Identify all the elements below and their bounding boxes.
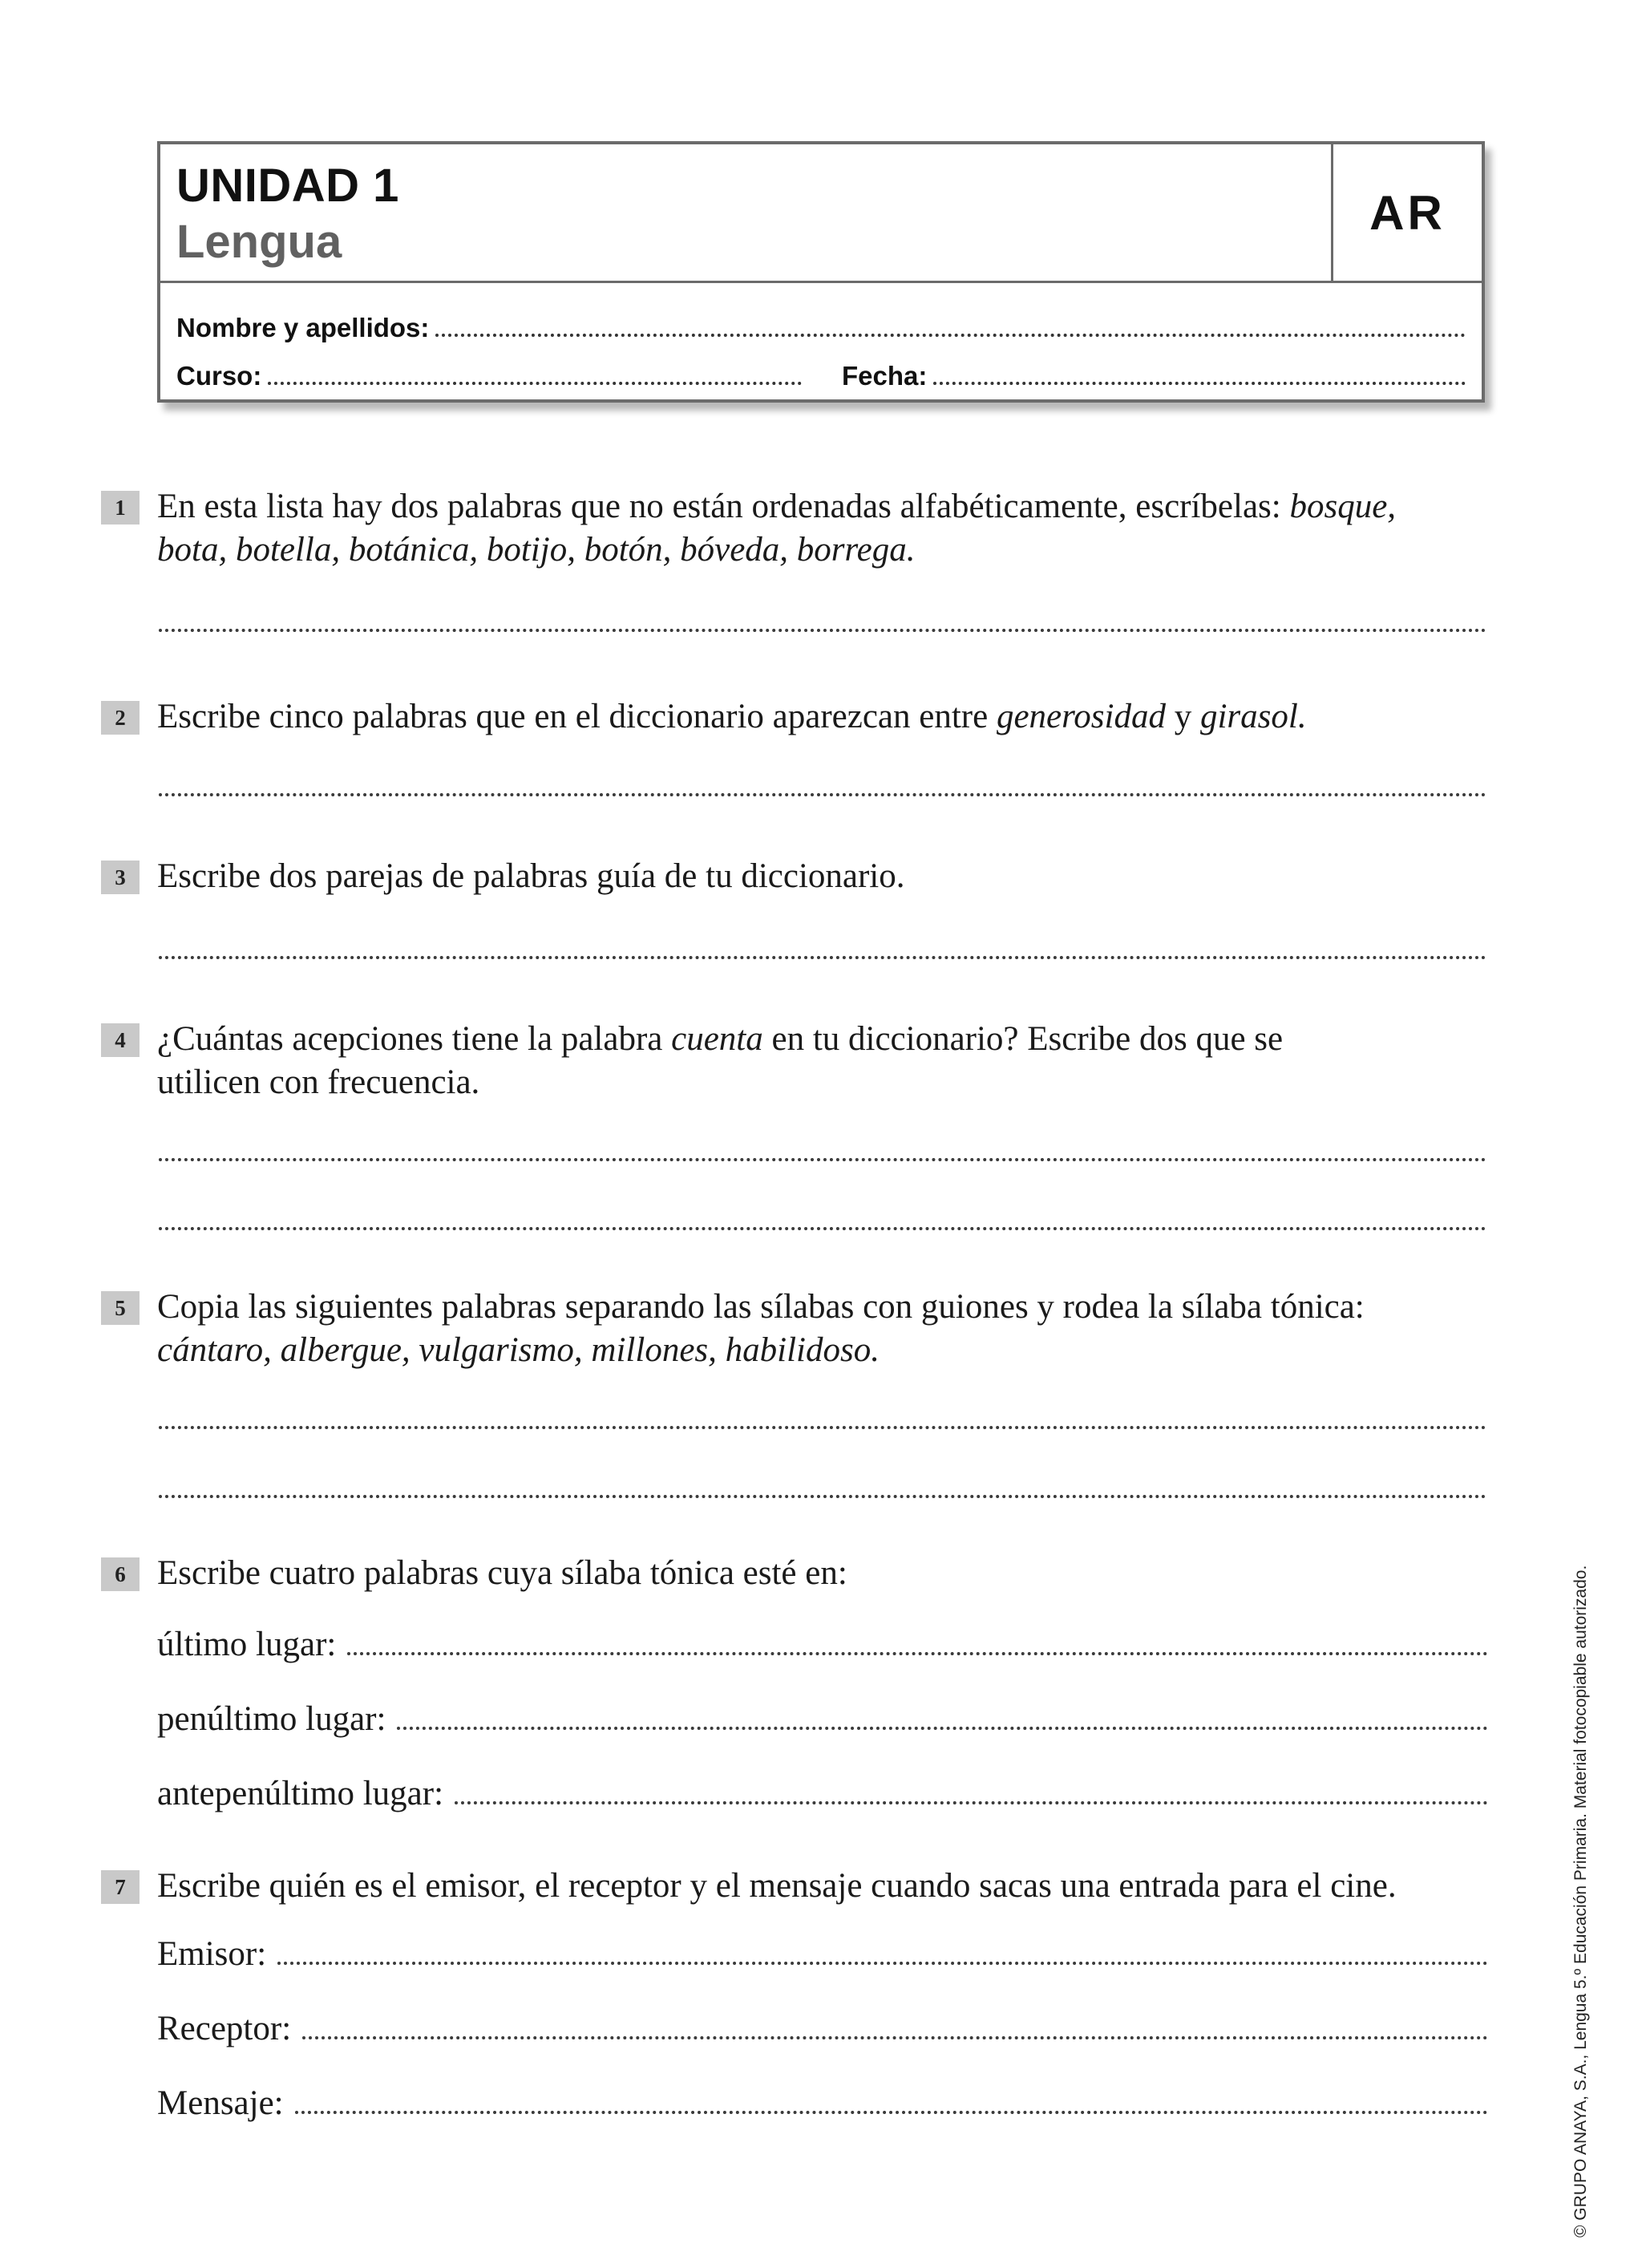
exercise-1-line-1: En esta lista hay dos palabras que no están ordenadas alfabéticamente, escríbelas: bosque, (157, 488, 1397, 525)
exercise-number: 6 (101, 1557, 140, 1591)
exercise-5-line-2: cántaro, albergue, vulgarismo, millones, habilidoso. (157, 1331, 880, 1369)
exercise-4-line-2: utilicen con frecuencia. (157, 1063, 480, 1101)
date-field[interactable] (842, 361, 1466, 391)
last-syllable-field[interactable]: último lugar: (157, 1625, 1488, 1664)
exercise-2-line-1: Escribe cinco palabras que en el diccionario aparezcan entre generosidad y girasol. (157, 698, 1307, 735)
fill-line[interactable] (277, 1958, 1488, 1965)
course-field[interactable] (176, 361, 802, 391)
unit-title: UNIDAD 1 (176, 160, 399, 212)
exercise-5-line-1: Copia las siguientes palabras separando las sílabas con guiones y rodea la sílaba tónica: (157, 1288, 1365, 1326)
name-fill-line[interactable] (435, 330, 1466, 337)
code-cell (1333, 144, 1482, 281)
answer-line[interactable] (159, 1224, 1486, 1230)
unit-code: AR (1369, 185, 1446, 240)
fill-line[interactable] (295, 2108, 1488, 2114)
date-fill-line[interactable] (933, 379, 1466, 385)
penultimate-syllable-field[interactable]: penúltimo lugar: (157, 1699, 1488, 1739)
unit-cell (160, 144, 1333, 281)
name-field[interactable] (176, 313, 1466, 343)
exercise-number: 4 (101, 1023, 140, 1057)
antepenultimate-syllable-field[interactable]: antepenúltimo lugar: (157, 1774, 1488, 1813)
fill-line[interactable] (455, 1798, 1488, 1804)
answer-line[interactable] (159, 953, 1486, 959)
fill-line[interactable] (347, 1649, 1488, 1655)
unit-subject: Lengua (176, 216, 342, 268)
exercise-number: 1 (101, 491, 140, 524)
exercise-4-line-1: ¿Cuántas acepciones tiene la palabra cuenta en tu diccionario? Escribe dos que se (157, 1020, 1284, 1058)
exercise-number: 2 (101, 701, 140, 735)
answer-line[interactable] (159, 1492, 1486, 1498)
course-fill-line[interactable] (268, 379, 802, 385)
exercise-number: 5 (101, 1291, 140, 1325)
exercise-3-line-1: Escribe dos parejas de palabras guía de tu diccionario. (157, 857, 905, 895)
exercise-6-line-1: Escribe cuatro palabras cuya sílaba tónica esté en: (157, 1554, 847, 1592)
answer-line[interactable] (159, 1423, 1486, 1429)
course-label: Curso: (176, 361, 262, 391)
message-field[interactable]: Mensaje: (157, 2084, 1488, 2123)
name-label: Nombre y apellidos: (176, 313, 430, 342)
exercise-7-line-1: Escribe quién es el emisor, el receptor y el mensaje cuando sacas una entrada para el cine. (157, 1867, 1397, 1905)
worksheet-header (157, 141, 1485, 403)
header-title-row (160, 144, 1482, 283)
emitter-field[interactable]: Emisor: (157, 1934, 1488, 1974)
date-label: Fecha: (842, 361, 928, 391)
answer-line[interactable] (159, 790, 1486, 796)
receiver-field[interactable]: Receptor: (157, 2009, 1488, 2048)
copyright-note: © GRUPO ANAYA, S.A., Lengua 5.º Educación Primaria. Material fotocopiable autorizado. (1571, 1565, 1590, 2238)
fill-line[interactable] (397, 1723, 1488, 1730)
exercise-number: 3 (101, 861, 140, 894)
exercise-1-line-2: bota, botella, botánica, botijo, botón, bóveda, borrega. (157, 531, 916, 569)
answer-line[interactable] (159, 1155, 1486, 1161)
fill-line[interactable] (302, 2033, 1488, 2039)
answer-line[interactable] (159, 626, 1486, 632)
exercise-number: 7 (101, 1870, 140, 1904)
